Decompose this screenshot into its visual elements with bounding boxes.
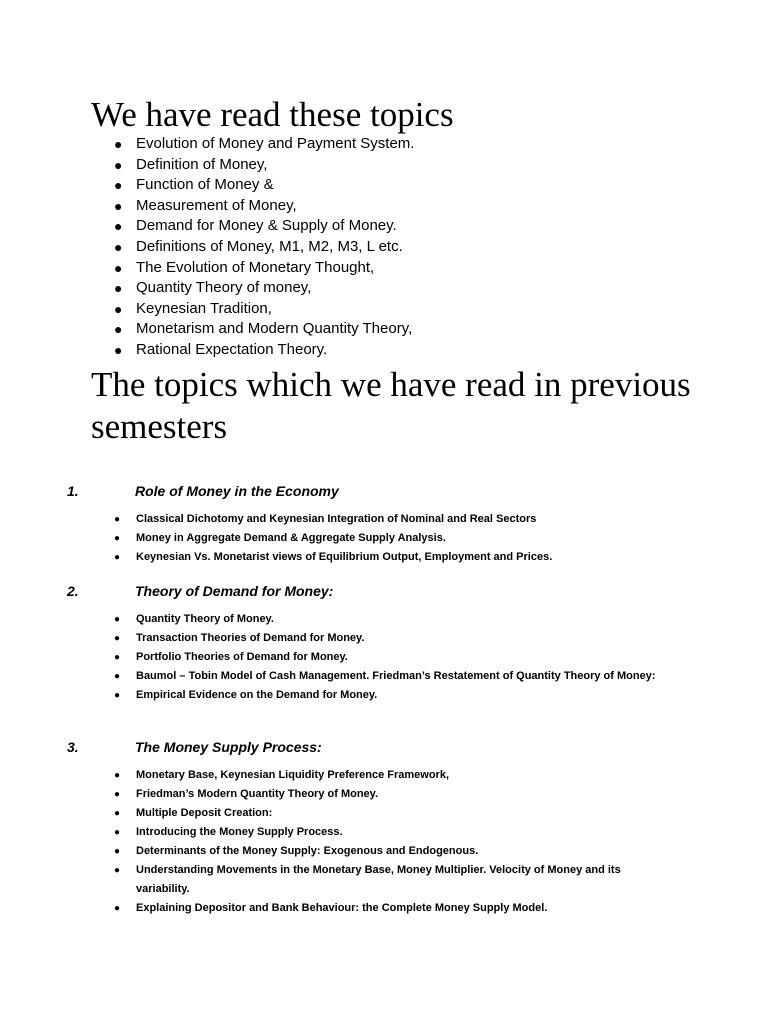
list-item [0,842,676,861]
list-item-text: Function of Money & [136,176,274,194]
list-item-text: Explaining Depositor and Bank Behaviour: the Complete Money Supply Model. [136,902,548,914]
bullet-icon: ● [114,156,123,173]
list-item [0,134,414,155]
section-items-list [0,766,768,918]
bullet-icon: ● [114,238,123,255]
bullet-icon: ● [114,789,121,800]
section-title: Role of Money in the Economy [135,483,339,499]
bullet-icon: ● [114,846,121,857]
list-item-text: Portfolio Theories of Demand for Money. [136,651,348,663]
list-item-text: Introducing the Money Supply Process. [136,826,343,838]
list-item [0,258,414,279]
section-number: 3. [67,739,79,755]
list-item-text: Empirical Evidence on the Demand for Money. [136,689,378,701]
list-item [0,548,676,567]
list-item [0,175,414,196]
bullet-icon: ● [114,614,121,625]
bullet-icon: ● [114,136,123,152]
list-item-text: Measurement of Money, [136,196,297,214]
list-item-text: Definition of Money, [136,155,268,173]
section-number: 1. [67,483,79,499]
section-title: Theory of Demand for Money: [135,583,334,599]
list-item-text: Demand for Money & Supply of Money. [136,217,397,235]
list-item [0,529,676,548]
bullet-icon: ● [114,514,121,525]
heading-read-topics: We have read these topics [91,95,454,134]
list-item-text: Determinants of the Money Supply: Exogenous and Endogenous. [136,845,479,857]
list-item-text: The Evolution of Monetary Thought, [136,258,375,276]
list-item [0,899,676,918]
section-role-of-money [0,480,768,567]
bullet-icon: ● [114,341,123,358]
list-item [0,610,676,629]
bullet-icon: ● [114,671,121,682]
list-item [0,785,676,804]
read-topics-list [0,134,414,361]
bullet-icon: ● [114,903,121,914]
bullet-icon: ● [114,690,121,701]
bullet-icon: ● [114,300,123,317]
list-item-text: Definitions of Money, M1, M2, M3, L etc. [136,237,403,255]
heading-previous-semesters: The topics which we have read in previous semesters [91,365,691,446]
list-item-text: Understanding Movements in the Monetary Base, Money Multiplier. Velocity of Money and its variability. [136,864,621,895]
list-item-text: Monetary Base, Keynesian Liquidity Preference Framework, [136,769,450,781]
list-item-text: Keynesian Tradition, [136,299,272,317]
bullet-icon: ● [114,197,123,214]
section-heading [0,736,768,758]
bullet-icon: ● [114,552,121,563]
list-item [0,216,414,237]
section-heading [0,480,768,502]
list-item [0,686,676,705]
list-item-text: Evolution of Money and Payment System. [136,135,415,152]
section-number: 2. [67,583,79,599]
list-item [0,319,414,340]
bullet-icon: ● [114,280,123,297]
list-item-text: Monetarism and Modern Quantity Theory, [136,320,413,338]
section-items-list [0,610,768,705]
section-heading [0,580,768,602]
list-item-text: Classical Dichotomy and Keynesian Integration of Nominal and Real Sectors [136,513,537,525]
list-item-text: Transaction Theories of Demand for Money. [136,632,365,644]
bullet-icon: ● [114,865,121,876]
bullet-icon: ● [114,770,121,781]
list-item [0,299,414,320]
list-item-text: Baumol – Tobin Model of Cash Management. Friedman’s Restatement of Quantity Theory of Money: [136,670,656,682]
bullet-icon: ● [114,218,123,235]
list-item [0,340,414,361]
bullet-icon: ● [114,321,123,338]
bullet-icon: ● [114,533,121,544]
list-item [0,237,414,258]
bullet-icon: ● [114,259,123,276]
list-item [0,667,676,686]
list-item-text: Money in Aggregate Demand & Aggregate Supply Analysis. [136,532,446,544]
list-item [0,510,676,529]
list-item [0,861,676,899]
list-item-text: Keynesian Vs. Monetarist views of Equilibrium Output, Employment and Prices. [136,551,553,563]
bullet-icon: ● [114,633,121,644]
list-item [0,196,414,217]
list-item-text: Multiple Deposit Creation: [136,807,273,819]
list-item [0,766,676,785]
list-item [0,629,676,648]
bullet-icon: ● [114,808,121,819]
section-money-supply-process [0,736,768,918]
list-item-text: Rational Expectation Theory. [136,340,328,358]
bullet-icon: ● [114,652,121,663]
bullet-icon: ● [114,177,123,194]
list-item [0,823,676,842]
section-title: The Money Supply Process: [135,739,322,755]
list-item-text: Quantity Theory of Money. [136,613,274,625]
list-item [0,804,676,823]
list-item [0,278,414,299]
list-item-text: Friedman’s Modern Quantity Theory of Money. [136,788,379,800]
bullet-icon: ● [114,827,121,838]
section-demand-for-money [0,580,768,705]
list-item [0,648,676,667]
list-item [0,155,414,176]
section-items-list [0,510,768,567]
list-item-text: Quantity Theory of money, [136,279,312,297]
